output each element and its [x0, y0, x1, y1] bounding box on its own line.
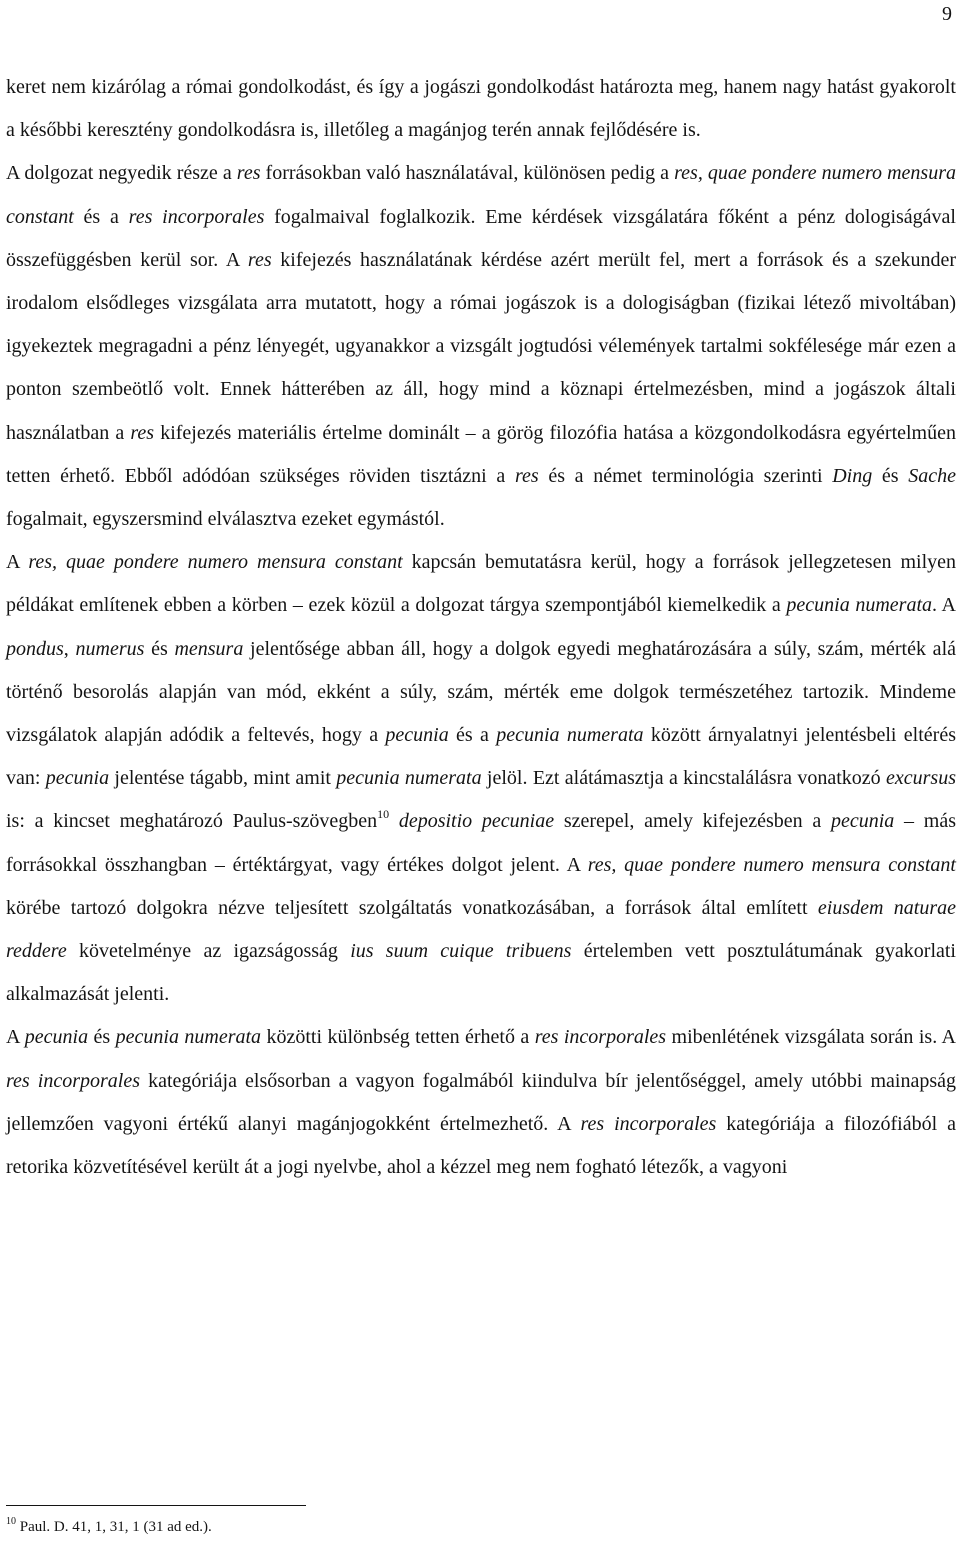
- text-run: és a: [448, 724, 497, 747]
- italic-term: res incorporales: [580, 1112, 717, 1135]
- italic-term: excursus: [886, 767, 956, 790]
- text-run: kategóriája elsősorban a vagyon fogalmából kiindulva bír jelentőséggel, amely utóbbi mainapság jellemzően vagyoni értékű alanyi magánjogokként értelmezhető. A: [6, 1069, 956, 1135]
- text-run: és a: [73, 205, 129, 228]
- text-run: értelemben vett posztulátumának gyakorlati alkalmazását jelenti.: [6, 940, 956, 1006]
- text-run: fogalmait, egyszersmind elválasztva ezeket egymástól.: [6, 508, 445, 531]
- italic-term: res, quae pondere numero mensura constant: [6, 162, 956, 228]
- text-run: és: [144, 637, 175, 660]
- footnote-number: 10: [6, 1516, 16, 1527]
- italic-term: pecunia: [830, 810, 895, 833]
- text-run: kapcsán bemutatásra kerül, hogy a források jellegzetesen milyen példákat említenek ebben a körben – ezek közül a dolgozat tárgya szempontjából kiemelkedik a: [6, 551, 956, 617]
- italic-term: res incorporales: [534, 1026, 667, 1049]
- italic-term: pondus: [6, 637, 64, 660]
- text-run: és a német terminológia szerinti: [538, 464, 833, 487]
- italic-term: numerus: [75, 637, 145, 660]
- footnote-separator: [6, 1505, 306, 1506]
- italic-term: depositio pecuniae: [398, 810, 555, 833]
- footnote-text: Paul. D. 41, 1, 31, 1 (31 ad ed.).: [19, 1519, 212, 1535]
- italic-term: res incorporales: [6, 1069, 141, 1092]
- italic-term: ius suum cuique tribuens: [350, 940, 572, 963]
- text-run: fogalmaival foglalkozik. Eme kérdések vizsgálatára főként a pénz dologiságával összefüggésben kerül sor. A: [6, 205, 956, 271]
- italic-term: Ding: [832, 464, 873, 487]
- italic-term: eiusdem naturae reddere: [6, 896, 956, 963]
- footnote-reference: 10: [377, 807, 390, 822]
- text-run: között árnyalatnyi jelentésbeli eltérés van:: [6, 724, 956, 790]
- italic-term: res, quae pondere numero mensura constant: [587, 853, 956, 876]
- text-run: ,: [63, 637, 76, 660]
- italic-term: pecunia: [385, 724, 449, 747]
- text-run: A dolgozat negyedik része a: [6, 162, 237, 185]
- italic-term: res: [514, 464, 539, 487]
- text-run: követelménye az igazságosság: [66, 940, 351, 963]
- text-run: . A: [932, 594, 957, 617]
- text-run: A: [6, 551, 29, 574]
- text-run: mibenlétének vizsgálata során is. A: [666, 1026, 956, 1049]
- text-run: körébe tartozó dolgokra nézve teljesített szolgáltatás vonatkozásában, a források által említett: [6, 896, 818, 919]
- italic-term: pecunia: [45, 767, 110, 790]
- italic-term: res: [247, 248, 272, 271]
- italic-term: pecunia: [24, 1026, 89, 1049]
- text-run: szerepel, amely kifejezésben a: [554, 810, 831, 833]
- italic-term: res: [236, 162, 261, 185]
- italic-term: mensura: [174, 637, 244, 660]
- text-run: kifejezés materiális értelme dominált – a görög filozófia hatása a közgondolkodásra egyértelműen tetten érhető. Ebből adódóan szükséges röviden tisztázni a: [6, 421, 956, 487]
- italic-term: pecunia numerata: [115, 1026, 262, 1049]
- paragraph: [6, 66, 956, 152]
- text-run: – más forrásokkal összhangban – értéktárgyat, vagy értékes dolgot jelent. A: [6, 810, 956, 876]
- italic-term: res incorporales: [128, 205, 265, 228]
- text-run: forrásokban való használatával, különösen pedig a: [260, 162, 675, 185]
- italic-term: res, quae pondere numero mensura constant: [28, 551, 403, 574]
- body-text: [6, 66, 956, 1189]
- text-run: kifejezés használatának kérdése azért merült fel, mert a források és a szekunder irodalom elsődleges vizsgálata arra mutatott, hogy a római jogászok is a dologiságban (fizikai létező mivoltában) igyekeztek megragadni a pénz lényegét, ugyanakkor a vizsgált jogtudósi vélemények tartalmi sokfélesége már ezen a ponton szembeötlő volt. Ennek hátterében az áll, hogy mind a köznapi értelmezésben, mind a jogászok általi használatban a: [6, 248, 956, 444]
- footnote: [6, 1516, 212, 1538]
- paragraph: [6, 541, 956, 1016]
- page-number: 9: [942, 3, 952, 25]
- text-run: jelentése tágabb, mint amit: [109, 767, 337, 790]
- paragraph: [6, 152, 956, 541]
- text-run: [389, 810, 399, 832]
- text-run: A: [6, 1026, 25, 1049]
- text-run: közötti különbség tetten érhető a: [261, 1026, 535, 1049]
- text-run: jelentősége abban áll, hogy a dolgok egyedi meghatározására a súly, szám, mérték alá történő besorolás alapján van mód, ekként a súly, szám, mérték eme dolgok természetéhez tartozik. Mindeme vizsgálatok alapján adódik a feltevés, hogy a: [6, 637, 956, 747]
- paragraph: [6, 1016, 956, 1189]
- text-run: jelöl. Ezt alátámasztja a kincstalálásra vonatkozó: [481, 767, 887, 790]
- italic-term: pecunia numerata: [336, 767, 482, 790]
- text-run: is: a kincset meghatározó Paulus-szövegben: [6, 810, 378, 833]
- text-run: és: [88, 1026, 116, 1049]
- italic-term: pecunia numerata: [496, 724, 644, 747]
- italic-term: Sache: [908, 464, 956, 487]
- italic-term: res: [130, 421, 155, 444]
- text-run: kategóriája a filozófiából a retorika közvetítésével került át a jogi nyelvbe, ahol a kézzel meg nem fogható létezők, a vagyoni: [6, 1112, 956, 1179]
- italic-term: pecunia numerata: [786, 594, 933, 617]
- text-run: és: [872, 464, 909, 487]
- text-run: keret nem kizárólag a római gondolkodást, és így a jogászi gondolkodást határozta meg, hanem nagy hatást gyakorolt a későbbi keresztény gondolkodásra is, illetőleg a magánjog terén annak fejlődésére is.: [6, 76, 956, 142]
